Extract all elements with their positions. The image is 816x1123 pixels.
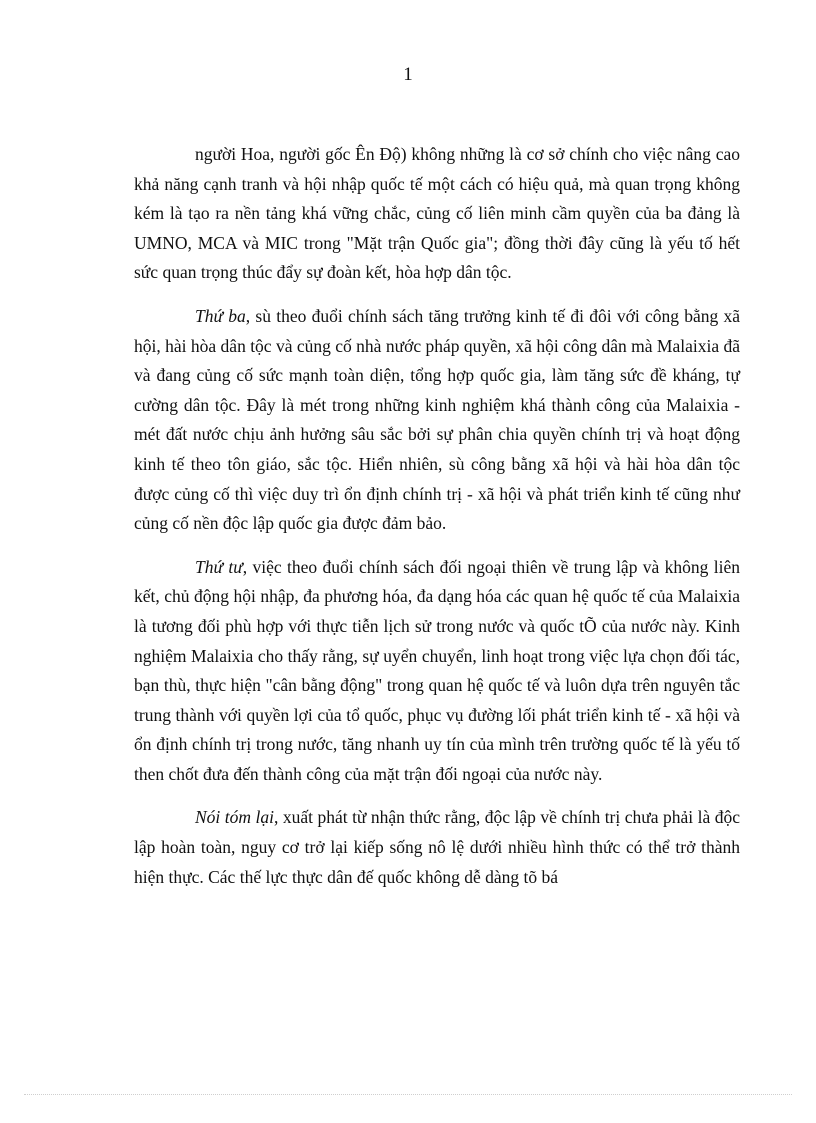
paragraph-text: , sù theo đuổi chính sách tăng trưởng kinh tế đi đôi với công bằng xã hội, hài hòa dân tộc và củng cố nhà nước pháp quyền, xã hội công dân mà Malaixia đã và đang củng cố sức mạnh toàn diện, tổng hợp quốc gia, làm tăng sức đề kháng, tự cường dân tộc. Đây là mét trong những kinh nghiệm khá thành công của Malaixia - mét đất nước chịu ảnh hưởng sâu sắc bởi sự phân chia quyền chính trị và hoạt động kinh tế theo tôn giáo, sắc tộc. Hiển nhiên, sù công bằng xã hội và hài hòa dân tộc được củng cố thì việc duy trì ổn định chính trị - xã hội và phát triển kinh tế cũng như củng cố nền độc lập quốc gia được đảm bảo. — [134, 305, 741, 534]
paragraph-lead: Thứ tư — [195, 556, 243, 577]
paragraph-lead: Nói tóm lại — [195, 807, 274, 828]
paragraph-text: , xuất phát từ nhận thức rằng, độc lập về chính trị chưa phải là độc lập hoàn toàn, nguy cơ trở lại kiếp sống nô lệ dưới nhiều hình thức có thể trở thành hiện thực. Các thế lực thực dân đế quốc không dễ dàng tõ bá — [134, 807, 740, 887]
paragraph-lead: Thứ ba — [195, 305, 246, 326]
document-body — [134, 140, 740, 906]
page-number: 1 — [403, 64, 413, 85]
paragraph-text: người Hoa, người gốc Ên Độ) không những là cơ sở chính cho việc nâng cao khả năng cạnh tranh và hội nhập quốc tế một cách có hiệu quả, mà quan trọng không kém là tạo ra nền tảng khá vững chắc, củng cố liên minh cầm quyền của ba đảng là UMNO, MCA và MIC trong "Mặt trận Quốc gia"; đồng thời đây cũng là yếu tố hết sức quan trọng thúc đẩy sự đoàn kết, hòa hợp dân tộc. — [134, 144, 740, 283]
paragraph-text: , việc theo đuổi chính sách đối ngoại thiên về trung lập và không liên kết, chủ động hội nhập, đa phương hóa, đa dạng hóa các quan hệ quốc tế của Malaixia là tương đối phù hợp với thực tiễn lịch sử trong nước và quốc tÕ của nước này. Kinh nghiệm Malaixia cho thấy rằng, sự uyển chuyển, linh hoạt trong việc lựa chọn đối tác, bạn thù, thực hiện "cân bằng động" trong quan hệ quốc tế và luôn dựa trên nguyên tắc trung thành với quyền lợi của tổ quốc, phục vụ đường lối phát triển kinh tế - xã hội và ổn định chính trị trong nước, tăng nhanh uy tín của mình trên trường quốc tế là yếu tố then chốt đưa đến thành công của mặt trận đối ngoại của nước này. — [134, 556, 740, 784]
paragraph-thu-ba — [134, 302, 740, 539]
paragraph-thu-tu — [134, 553, 740, 790]
page-bottom-divider — [24, 1094, 792, 1095]
paragraph-noi-tom-lai — [134, 803, 740, 892]
paragraph-continuation — [134, 140, 740, 288]
